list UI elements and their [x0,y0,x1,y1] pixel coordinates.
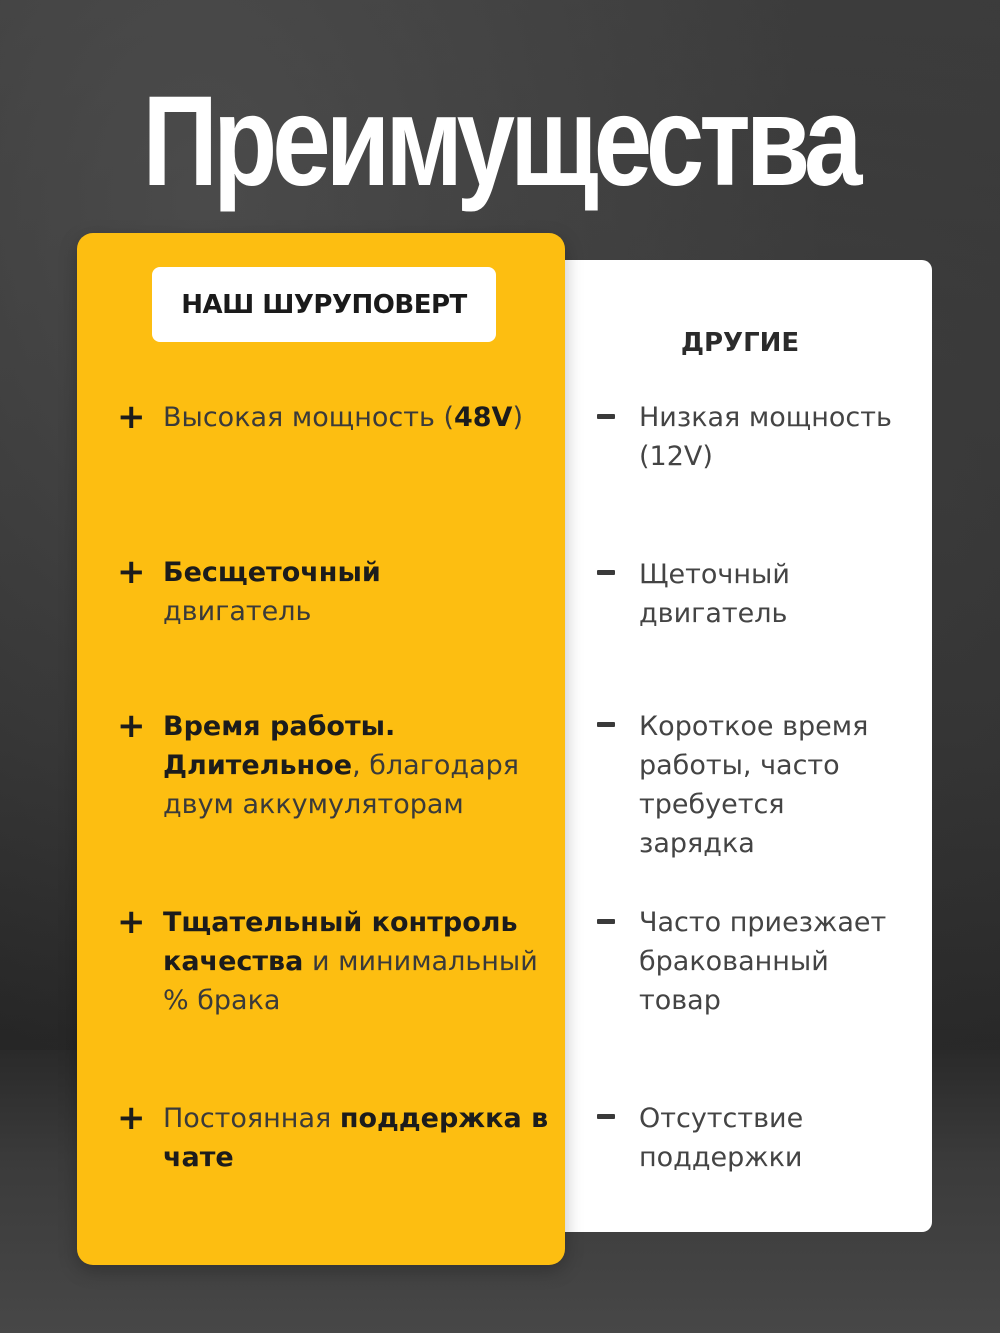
ours-item-3: Время работы. Длительное, благодаря двум аккумуляторам [163,711,519,820]
others-item-1: Низкая мощность (12V) [639,402,892,472]
others-item-4: Часто приезжает бракованный товар [639,907,887,1016]
plus-icon: + [117,902,146,942]
page-title: Преимущества [142,70,858,213]
ours-label: НАШ ШУРУПОВЕРТ [152,267,496,342]
plus-icon: + [117,706,146,746]
others-item-2: Щеточный двигатель [639,559,790,629]
others-item-5: Отсутствие поддержки [639,1103,804,1173]
minus-icon [597,414,615,419]
ours-item-5: Постоянная поддержка в чате [163,1103,549,1173]
minus-icon [597,1114,615,1119]
plus-icon: + [117,552,146,592]
plus-icon: + [117,397,146,437]
minus-icon [597,722,615,727]
others-label: ДРУГИЕ [680,328,800,358]
ours-item-2: Бесщеточный двигатель [163,557,381,627]
ours-item-1: Высокая мощность (48V) [163,402,524,433]
others-item-3: Короткое время работы, часто требуется зарядка [639,711,869,859]
minus-icon [597,919,615,924]
plus-icon: + [117,1098,146,1138]
ours-item-4: Тщательный контроль качества и минимальный % брака [163,907,538,1016]
minus-icon [597,570,615,575]
